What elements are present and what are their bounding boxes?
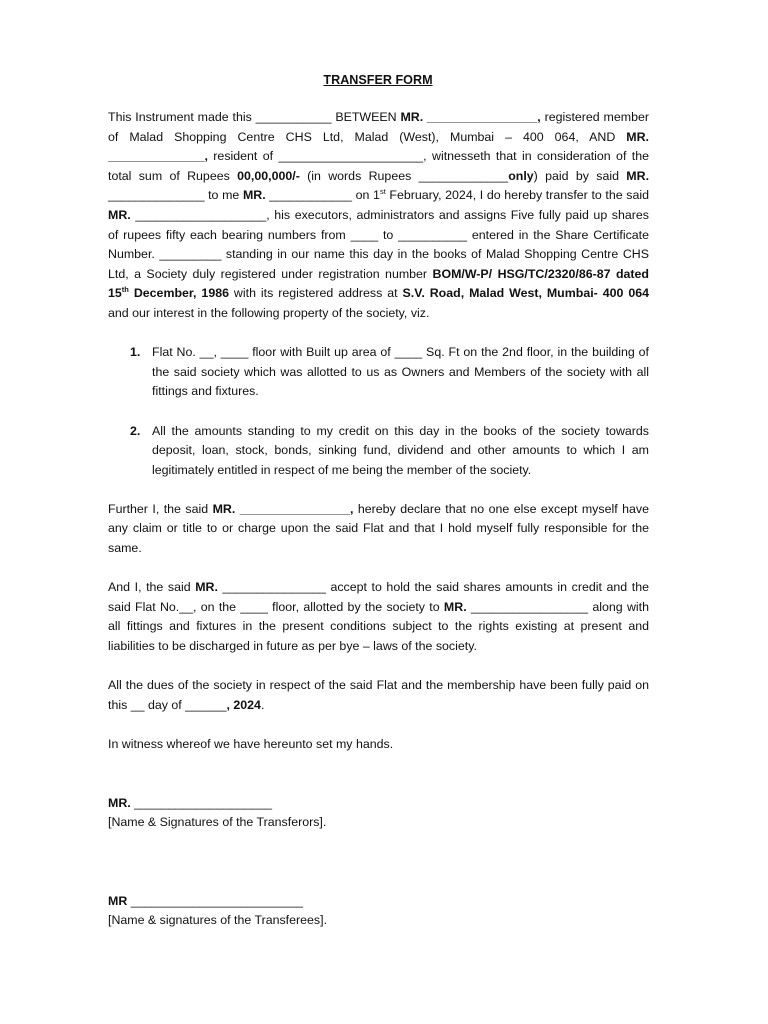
text-run: ___________________, his executors, administrators and assigns Five fully paid up shares of rupees fifty each bearing numbers from ____ to __________ entered in the Share Certificate Number. _________ standing in our name this day in the books of Malad Shopping Centre CHS Ltd, a Society duly registered under registration number <box>108 207 649 281</box>
text-run: And I, the said <box>108 580 196 595</box>
text-run: All the dues of the society in respect of the said Flat and the membership have been fully paid on this __ day of ______ <box>108 678 649 712</box>
list-item-text: Flat No. __, ____ floor with Built up area of ____ Sq. Ft on the 2nd floor, in the building of the said society which was allotted to us as Owners and Members of the society with all fittings and fixtures. <box>152 345 649 399</box>
registered-address: S.V. Road, Malad West, Mumbai- 400 064 <box>402 286 649 301</box>
amount-text: 00,00,000/- <box>237 168 300 183</box>
text-run: _______________ accept to hold the said shares amounts in credit and the said Flat No.__, on the ____ floor, allotted by the society to <box>108 580 649 614</box>
bold-run: only <box>508 168 534 183</box>
bold-run: MR. ________________, <box>212 501 354 516</box>
bold-run: MR. ______________, <box>108 129 649 164</box>
text-run: _________________ along with all fittings and fixtures in the present conditions subject to the rights existing at present and liabilities to be discharged in future as per bye – laws of the society. <box>108 599 649 654</box>
text-run: (in words Rupees _____________ <box>299 168 509 183</box>
signature-line: ____________________ <box>130 795 272 810</box>
property-list <box>108 343 649 480</box>
signature-line: _________________________ <box>127 893 304 908</box>
bold-run: MR. ________________, <box>400 110 541 124</box>
superscript: th <box>121 285 129 295</box>
text-run: resident of _____________________, witnesseth that in consideration of the total sum of Rupees <box>108 149 649 183</box>
text-run: This Instrument made this ___________ BETWEEN <box>108 110 401 124</box>
text-run: February, 2024, I do hereby transfer to the said <box>385 188 650 203</box>
text-run: Further I, the said <box>108 501 213 516</box>
bold-run: , 2024 <box>226 697 261 712</box>
bold-run: MR <box>108 893 128 908</box>
list-number: 2. <box>130 423 141 438</box>
superscript: st <box>379 187 386 197</box>
text-run: ____________ on 1 <box>265 188 380 203</box>
transferee-signature-block <box>108 892 649 931</box>
bold-run: MR. <box>626 168 650 183</box>
signature-caption: [Name & signatures of the Transferees]. <box>108 913 328 928</box>
bold-run: MR. <box>195 580 218 595</box>
bold-run: MR. <box>443 599 467 614</box>
instrument-paragraph <box>108 108 649 324</box>
bold-run: MR. <box>242 188 266 203</box>
document-body <box>108 108 649 931</box>
list-item <box>108 422 649 481</box>
text-run: hereby declare that no one else except myself have any claim or title to or charge upon the said Flat and that I hold myself fully responsible for the same. <box>108 501 649 556</box>
transferor-signature-block <box>108 794 649 833</box>
list-item-text: All the amounts standing to my credit on this day in the books of the society towards deposit, loan, stock, bonds, sinking fund, dividend and other amounts to which I am legitimately entitled in respect of me being the member of the society. <box>152 423 649 477</box>
text-run: and our interest in the following property of the society, viz. <box>108 305 430 320</box>
registration-date: December, 1986 <box>128 286 229 301</box>
text-run: ______________ to me <box>108 188 243 203</box>
dues-paragraph <box>108 676 649 715</box>
signature-caption: [Name & Signatures of the Transferors]. <box>108 815 327 830</box>
witness-paragraph: In witness whereof we have hereunto set my hands. <box>108 737 394 751</box>
bold-run: MR. <box>108 795 131 810</box>
page-title: TRANSFER FORM <box>323 73 433 87</box>
text-run: ) paid by said <box>533 168 627 183</box>
acceptance-paragraph <box>108 578 649 656</box>
list-item <box>108 343 649 402</box>
bold-run: MR. <box>108 207 131 222</box>
registration-number: BOM/W-P/ HSG/TC/2320/86-87 dated 15 <box>108 266 649 301</box>
text-run: . <box>260 697 265 712</box>
declaration-paragraph <box>108 500 649 559</box>
text-run: with its registered address at <box>229 286 403 301</box>
list-number: 1. <box>130 345 141 360</box>
text-run: registered member of Malad Shopping Centre CHS Ltd, Malad (West), Mumbai – 400 064, AND <box>108 110 649 144</box>
